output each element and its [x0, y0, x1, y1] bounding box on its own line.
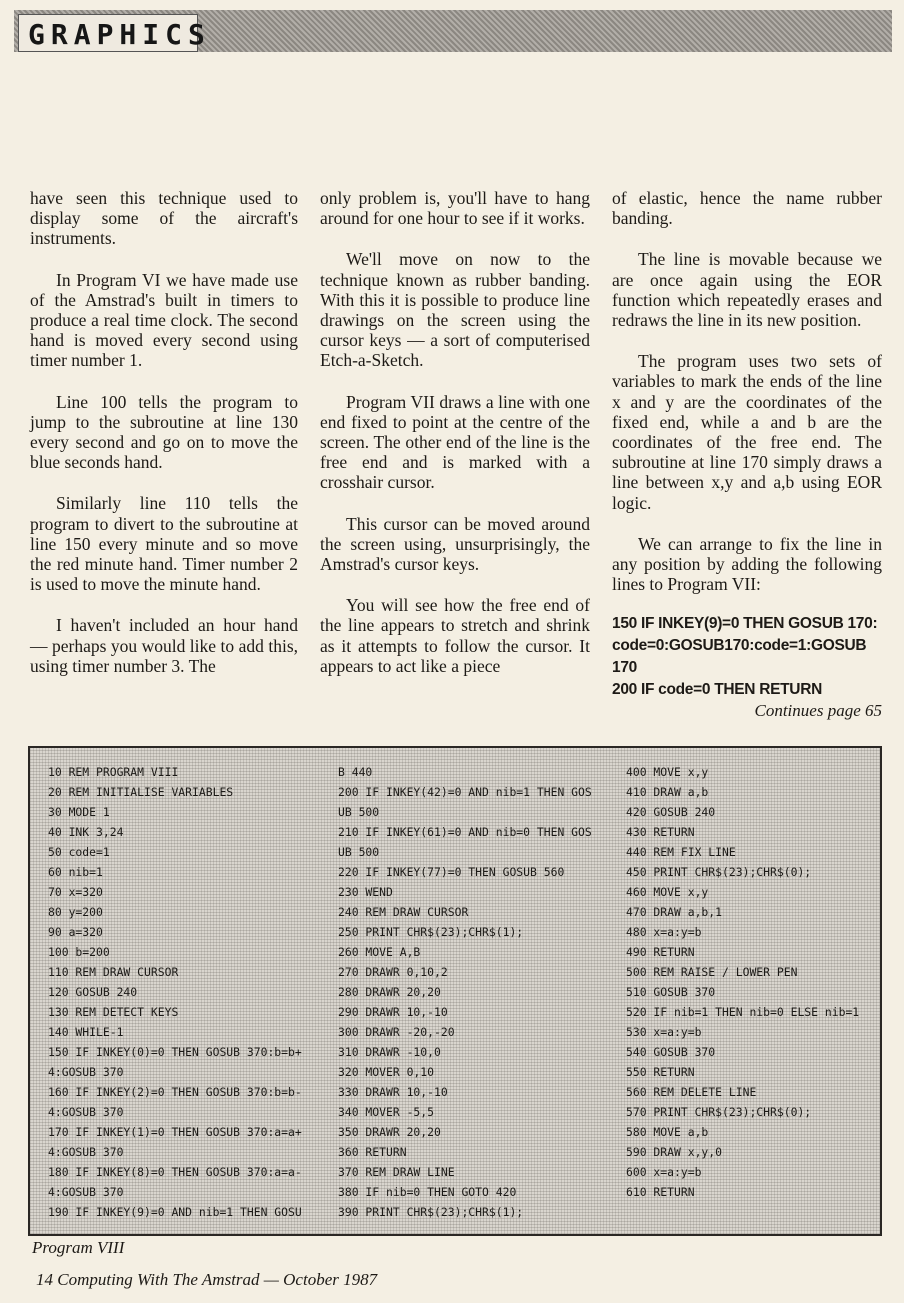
- listing-line: 370 REM DRAW LINE: [338, 1165, 455, 1179]
- listing-line: 50 code=1: [48, 845, 110, 859]
- listing-line: 190 IF INKEY(9)=0 AND nib=1 THEN GOSU: [48, 1205, 302, 1219]
- listing-line: 360 RETURN: [338, 1145, 407, 1159]
- listing-line: 4:GOSUB 370: [48, 1145, 124, 1159]
- listing-line: 500 REM RAISE / LOWER PEN: [626, 965, 798, 979]
- listing-line: 70 x=320: [48, 885, 103, 899]
- page-footer: 14 Computing With The Amstrad — October 1987: [36, 1270, 378, 1289]
- listing-line: 490 RETURN: [626, 945, 695, 959]
- code-line: code=0:GOSUB170:code=1:GOSUB 170: [612, 637, 867, 677]
- listing-line: 280 DRAWR 20,20: [338, 985, 441, 999]
- paragraph: The line is movable because we are once again using the EOR function which repeatedly erases and redraws the line in its new position.: [612, 249, 882, 331]
- paragraph: of elastic, hence the name rubber banding.: [612, 188, 882, 229]
- paragraph: Program VII draws a line with one end fixed to point at the centre of the screen. The other end of the line is the free end and is marked with a crosshair cursor.: [320, 391, 590, 493]
- paragraph: Similarly line 110 tells the program to divert to the subroutine at line 150 every minute and so move the red minute hand. Timer number 2 is used to move the minute hand.: [30, 493, 298, 595]
- listing-line: 4:GOSUB 370: [48, 1065, 124, 1079]
- paragraph: We'll move on now to the technique known as rubber banding. With this it is possible to produce line drawings on the screen using the cursor keys — a sort of computerised Etch-a-Sketch.: [320, 249, 590, 371]
- listing-line: 4:GOSUB 370: [48, 1185, 124, 1199]
- listing-line: 110 REM DRAW CURSOR: [48, 965, 179, 979]
- listing-line: UB 500: [338, 845, 380, 859]
- listing-line: 80 y=200: [48, 905, 103, 919]
- listing-line: 260 MOVE A,B: [338, 945, 421, 959]
- listing-line: 430 RETURN: [626, 825, 695, 839]
- program-listing-box: [28, 746, 882, 1236]
- listing-line: 20 REM INITIALISE VARIABLES: [48, 785, 234, 799]
- listing-line: UB 500: [338, 805, 380, 819]
- listing-caption: Program VIII: [32, 1238, 125, 1257]
- code-line: 150 IF INKEY(9)=0 THEN GOSUB 170:: [612, 615, 878, 633]
- paragraph: This cursor can be moved around the screen using, unsurprisingly, the Amstrad's cursor keys.: [320, 513, 590, 575]
- listing-line: 10 REM PROGRAM VIII: [48, 765, 179, 779]
- listing-line: 160 IF INKEY(2)=0 THEN GOSUB 370:b=b-: [48, 1085, 302, 1099]
- listing-line: 60 nib=1: [48, 865, 103, 879]
- listing-line: 90 a=320: [48, 925, 103, 939]
- listing-line: 100 b=200: [48, 945, 110, 959]
- listing-line: 310 DRAWR -10,0: [338, 1045, 441, 1059]
- listing-column-2: [338, 762, 592, 1222]
- paragraph: We can arrange to fix the line in any position by adding the following lines to Program VII:: [612, 533, 882, 595]
- listing-line: 440 REM FIX LINE: [626, 845, 736, 859]
- listing-line: 120 GOSUB 240: [48, 985, 138, 999]
- listing-line: 410 DRAW a,b: [626, 785, 709, 799]
- paragraph: I haven't included an hour hand — perhaps you would like to add this, using timer number 3. The: [30, 615, 298, 676]
- listing-line: 4:GOSUB 370: [48, 1105, 124, 1119]
- listing-line: 300 DRAWR -20,-20: [338, 1025, 455, 1039]
- article-column-2: [320, 188, 590, 697]
- listing-line: 40 INK 3,24: [48, 825, 124, 839]
- article-column-1: [30, 188, 298, 697]
- paragraph: You will see how the free end of the line appears to stretch and shrink as it attempts to follow the cursor. It appears to act like a piece: [320, 595, 590, 676]
- listing-line: 150 IF INKEY(0)=0 THEN GOSUB 370:b=b+: [48, 1045, 302, 1059]
- listing-line: 30 MODE 1: [48, 805, 110, 819]
- listing-line: 270 DRAWR 0,10,2: [338, 965, 448, 979]
- listing-line: 210 IF INKEY(61)=0 AND nib=0 THEN GOS: [338, 825, 592, 839]
- listing-line: 350 DRAWR 20,20: [338, 1125, 441, 1139]
- listing-line: 450 PRINT CHR$(23);CHR$(0);: [626, 865, 812, 879]
- code-line: 200 IF code=0 THEN RETURN: [612, 681, 822, 699]
- listing-line: 470 DRAW a,b,1: [626, 905, 723, 919]
- paragraph: Line 100 tells the program to jump to the subroutine at line 130 every second and go on to move the blue seconds hand.: [30, 391, 298, 473]
- listing-line: 380 IF nib=0 THEN GOTO 420: [338, 1185, 517, 1199]
- listing-line: 530 x=a:y=b: [626, 1025, 702, 1039]
- paragraph: The program uses two sets of variables to mark the ends of the line x and y are the coordinates of the fixed end, while a and b are the coordinates of the free end. The subroutine at line 170 simply draws a line between x,y and a,b using EOR logic.: [612, 351, 882, 513]
- listing-line: 230 WEND: [338, 885, 393, 899]
- listing-line: 390 PRINT CHR$(23);CHR$(1);: [338, 1205, 524, 1219]
- paragraph: have seen this technique used to display some of the aircraft's instruments.: [30, 188, 298, 249]
- listing-line: 600 x=a:y=b: [626, 1165, 702, 1179]
- listing-line: 180 IF INKEY(8)=0 THEN GOSUB 370:a=a-: [48, 1165, 302, 1179]
- listing-line: 420 GOSUB 240: [626, 805, 716, 819]
- listing-line: 400 MOVE x,y: [626, 765, 709, 779]
- listing-line: 540 GOSUB 370: [626, 1045, 716, 1059]
- listing-line: 580 MOVE a,b: [626, 1125, 709, 1139]
- listing-line: 220 IF INKEY(77)=0 THEN GOSUB 560: [338, 865, 565, 879]
- listing-line: 330 DRAWR 10,-10: [338, 1085, 448, 1099]
- listing-line: 130 REM DETECT KEYS: [48, 1005, 179, 1019]
- listing-line: 570 PRINT CHR$(23);CHR$(0);: [626, 1105, 812, 1119]
- listing-line: 510 GOSUB 370: [626, 985, 716, 999]
- listing-line: 200 IF INKEY(42)=0 AND nib=1 THEN GOS: [338, 785, 592, 799]
- listing-line: 550 RETURN: [626, 1065, 695, 1079]
- section-title: GRAPHICS: [28, 18, 211, 51]
- listing-line: 340 MOVER -5,5: [338, 1105, 435, 1119]
- listing-line: 480 x=a:y=b: [626, 925, 702, 939]
- article-column-3: [612, 188, 882, 722]
- paragraph: only problem is, you'll have to hang around for one hour to see if it works.: [320, 188, 590, 229]
- listing-line: B 440: [338, 765, 373, 779]
- paragraph: In Program VI we have made use of the Amstrad's built in timers to produce a real time clock. The second hand is moved every second using timer number 1.: [30, 269, 298, 371]
- listing-line: 250 PRINT CHR$(23);CHR$(1);: [338, 925, 524, 939]
- listing-line: 560 REM DELETE LINE: [626, 1085, 757, 1099]
- continues-note: Continues page 65: [754, 701, 882, 721]
- listing-line: 460 MOVE x,y: [626, 885, 709, 899]
- inline-code-snippet: [612, 613, 882, 701]
- listing-line: 290 DRAWR 10,-10: [338, 1005, 448, 1019]
- listing-line: 240 REM DRAW CURSOR: [338, 905, 469, 919]
- listing-line: 320 MOVER 0,10: [338, 1065, 435, 1079]
- listing-line: 590 DRAW x,y,0: [626, 1145, 723, 1159]
- listing-column-1: [48, 762, 302, 1222]
- listing-line: 520 IF nib=1 THEN nib=0 ELSE nib=1: [626, 1005, 860, 1019]
- listing-line: 140 WHILE-1: [48, 1025, 124, 1039]
- listing-line: 170 IF INKEY(1)=0 THEN GOSUB 370:a=a+: [48, 1125, 302, 1139]
- listing-column-3: [626, 762, 859, 1202]
- listing-line: 610 RETURN: [626, 1185, 695, 1199]
